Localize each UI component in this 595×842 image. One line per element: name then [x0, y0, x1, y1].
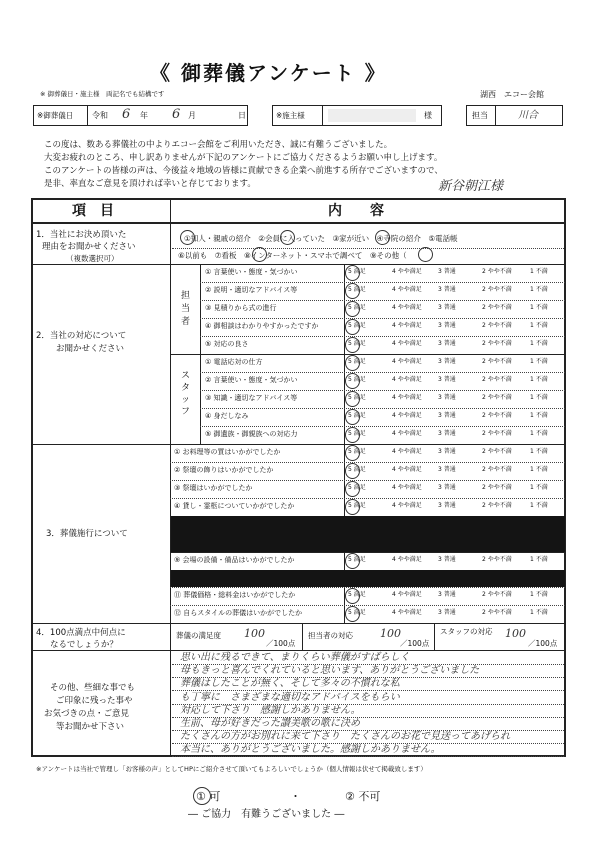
- scale-option: 2 やや不満: [482, 286, 512, 293]
- date-day-unit: 日: [238, 111, 246, 120]
- scale-option: 4 やや満足: [392, 466, 422, 473]
- scale-answer-mark: [345, 499, 360, 515]
- scale-option: 4 やや満足: [392, 591, 422, 598]
- scale-option: 1 不満: [530, 556, 548, 563]
- scale-option: 2 やや不満: [482, 412, 512, 419]
- row-divider: [200, 372, 565, 373]
- scale-answer-mark: [345, 553, 360, 569]
- q2-row-label: ④ 身だしなみ: [205, 412, 249, 420]
- selected-option-mark: [193, 787, 211, 805]
- scale-answer-mark: [345, 588, 360, 604]
- scale-option: 4 やや満足: [392, 556, 422, 563]
- scale-answer-mark: [345, 606, 360, 622]
- scale-option: 2 やや不満: [482, 376, 512, 383]
- row-divider: [170, 462, 565, 463]
- scale-option: 5 満足: [348, 412, 366, 419]
- scale-option: 3 普通: [438, 304, 456, 311]
- scale-option: 5 満足: [348, 304, 366, 311]
- scale-option: 1 不満: [530, 340, 548, 347]
- row-divider: [200, 300, 565, 301]
- scale-option: 1 不満: [530, 286, 548, 293]
- scale-option: 1 不満: [530, 502, 548, 509]
- scale-option: 3 普通: [438, 412, 456, 419]
- q4-f2-unit: ／100点: [400, 639, 430, 648]
- scale-option: 4 やや満足: [392, 304, 422, 311]
- comment-line-text: たくさんの方がお別れに来て下さり たくさんのお花で見送ってあげられ: [180, 731, 510, 743]
- q2-label-1: 2．当社の対応について: [36, 331, 127, 341]
- scale-option: 2 やや不満: [482, 394, 512, 401]
- scale-option: 5 満足: [348, 268, 366, 275]
- scale-answer-mark: [345, 355, 360, 371]
- scale-answer-mark: [345, 265, 360, 281]
- scale-option: 4 やや満足: [392, 484, 422, 491]
- q3-row-label: ② 祭壇の飾りはいかがでしたか: [174, 466, 274, 474]
- q4-label-2: なるでしょうか？: [50, 640, 118, 650]
- row-divider: [170, 587, 565, 588]
- scale-option: 2 やや不満: [482, 556, 512, 563]
- q5-label-4: 等お聞かせ下さい: [56, 722, 125, 732]
- scale-option: 4 やや満足: [392, 376, 422, 383]
- comment-line-text: 思い出に残るできて、まりくらい葬儀がすばらしく: [180, 652, 410, 663]
- row-divider: [170, 498, 565, 499]
- q5-label-1: その他、些細な事でも: [50, 683, 136, 693]
- q2-row-label: ⑤ 御遺族・御親族への対応力: [205, 430, 298, 438]
- scale-option: 4 やや満足: [392, 430, 422, 437]
- client-suffix: 様: [424, 111, 432, 120]
- q3-row-label: ① お料理等の質はいかがでしたか: [174, 448, 281, 456]
- q1-options-2: ⑥以前も ⑦看板 ⑧インターネット・スマホで調べて ⑨その他（: [178, 251, 407, 260]
- q5-label-2: ご印象に残った事や: [56, 696, 133, 706]
- option-separator: ・: [290, 790, 301, 803]
- comment-line: [172, 756, 564, 757]
- q5-label-3: お気づきの点・ご意見: [44, 709, 130, 719]
- q2-group-staff: スタッフ: [181, 371, 191, 417]
- scale-option: 1 不満: [530, 430, 548, 437]
- row-divider: [200, 390, 565, 391]
- scale-option: 4 やや満足: [392, 412, 422, 419]
- q4-f2-value: 100: [380, 627, 401, 640]
- q2-row-label: ② 説明・適切なアドバイス等: [205, 286, 298, 294]
- header-item: 項 目: [72, 203, 114, 219]
- scale-option: 3 普通: [438, 394, 456, 401]
- scale-option: 2 やや不満: [482, 484, 512, 491]
- intro-line-3: このアンケートの皆様の声は、今後益々地域の皆様に貢献できる企業へ前進する所存でございますので、: [44, 166, 443, 176]
- row-divider: [170, 605, 565, 606]
- scale-option: 4 やや満足: [392, 609, 422, 616]
- q3-row-label: ⑪ 葬儀価格・総料金はいかがでしたか: [174, 591, 296, 599]
- scale-option: 5 満足: [348, 448, 366, 455]
- option-yes: ① 可: [196, 790, 221, 803]
- scale-option: 2 やや不満: [482, 591, 512, 598]
- date-year-unit: 年: [140, 111, 148, 120]
- scale-option: 4 やや満足: [392, 394, 422, 401]
- scale-option: 1 不満: [530, 376, 548, 383]
- q4-f3-value: 100: [505, 627, 526, 640]
- staff-label: 担当: [472, 111, 488, 120]
- scale-option: 2 やや不満: [482, 609, 512, 616]
- q2-row-label: ⑤ 対応の良さ: [205, 340, 249, 348]
- scale-option: 4 やや満足: [392, 322, 422, 329]
- company-name: 湖西 エコー会館: [480, 90, 544, 99]
- scale-option: 5 満足: [348, 394, 366, 401]
- date-month-unit: 月: [188, 111, 196, 120]
- q4-f2-label: 担当者の対応: [308, 631, 353, 640]
- date-era: 令和: [92, 111, 108, 120]
- staff-name: 川合: [518, 110, 538, 121]
- scale-option: 1 不満: [530, 322, 548, 329]
- q1-label-3: （複数選択可）: [66, 254, 119, 263]
- client-label: ※施主様: [276, 111, 305, 120]
- scale-option: 5 満足: [348, 286, 366, 293]
- comment-line-text: 生前、母が好きだった讃美歌の歌に決め: [180, 718, 360, 729]
- scale-option: 3 普通: [438, 286, 456, 293]
- date-month: 6: [172, 107, 181, 122]
- scale-answer-mark: [345, 319, 360, 335]
- scale-option: 1 不満: [530, 412, 548, 419]
- q1-options-1: ①知人・親戚の紹介 ②会員に入っていた ③家が近い ④寺院の紹介 ⑤電話帳: [184, 234, 458, 243]
- q2-row-label: ② 言葉使い・態度・気づかい: [205, 376, 298, 384]
- row-divider: [200, 408, 565, 409]
- q2-row-label: ③ 知識・適切なアドバイス等: [205, 394, 298, 402]
- comment-line-text: 本当に、ありがとうございました。感謝しかありません。: [180, 744, 441, 756]
- comment-line-text: も丁寧に さまざまな適切なアドバイスをもらい: [180, 691, 400, 703]
- scale-option: 2 やや不満: [482, 448, 512, 455]
- q2-group-tantou: 担当者: [181, 291, 191, 327]
- scale-answer-mark: [345, 409, 360, 425]
- comment-line-text: 対応して下さり 感謝しかありません。: [180, 704, 361, 716]
- q1-label-1: 1．当社にお決め頂いた: [36, 230, 127, 240]
- row-divider: [170, 480, 565, 481]
- scale-option: 3 普通: [438, 376, 456, 383]
- scale-option: 3 普通: [438, 609, 456, 616]
- scale-option: 3 普通: [438, 502, 456, 509]
- q4-f3-unit: ／100点: [528, 639, 558, 648]
- scale-option: 4 やや満足: [392, 502, 422, 509]
- scale-option: 5 満足: [348, 430, 366, 437]
- q4-f1-unit: ／100点: [266, 639, 296, 648]
- scale-option: 3 普通: [438, 591, 456, 598]
- q2-row-label: ① 電話応対の仕方: [205, 358, 263, 366]
- q4-f1-label: 葬儀の満足度: [176, 631, 221, 640]
- scale-option: 1 不満: [530, 609, 548, 616]
- scale-option: 1 不満: [530, 268, 548, 275]
- q3-row-label: ⑨ 会場の設備・備品はいかがでしたか: [174, 556, 295, 564]
- scale-answer-mark: [345, 463, 360, 479]
- q1-answer-mark-1: [180, 230, 195, 245]
- scale-option: 1 不満: [530, 394, 548, 401]
- scale-option: 5 満足: [348, 591, 366, 598]
- scale-option: 3 普通: [438, 322, 456, 329]
- q2-row-label: ③ 見積りから式の進行: [205, 304, 277, 312]
- intro-line-2: 大変お疲れのところ、申し訳ありませんが下記のアンケートにご協力くださるようお願い申し上げます。: [44, 153, 443, 163]
- scale-answer-mark: [345, 373, 360, 389]
- q1-label-2: 理由をお聞かせください: [42, 242, 136, 252]
- scale-answer-mark: [345, 301, 360, 317]
- q1-answer-mark-9: [418, 247, 433, 262]
- scale-option: 3 普通: [438, 556, 456, 563]
- date-label: ※御葬儀日: [37, 111, 74, 120]
- comment-line-text: 葬儀はしたことが無く、そして多々の不慣れな私: [180, 678, 400, 690]
- q4-f3-label: スタッフの対応: [440, 627, 493, 636]
- scale-option: 5 満足: [348, 340, 366, 347]
- scale-answer-mark: [345, 283, 360, 299]
- q3-row-label: ④ 貸し・霊柩についていかがでしたか: [174, 502, 295, 510]
- scale-option: 4 やや満足: [392, 268, 422, 275]
- scale-option: 1 不満: [530, 591, 548, 598]
- scale-option: 1 不満: [530, 466, 548, 473]
- row-divider: [200, 282, 565, 283]
- thanks-text: ― ご協力 有難うございました ―: [188, 809, 345, 820]
- scale-option: 3 普通: [438, 358, 456, 365]
- scale-answer-mark: [345, 391, 360, 407]
- q1-answer-mark-3: [375, 230, 390, 245]
- scale-option: 1 不満: [530, 484, 548, 491]
- date-year: 6: [122, 107, 131, 122]
- footer-note: ※アンケートは当社で管理し「お客様の声」としてHPにご紹介させて頂いてもよろしいでしょうか（個人情報は伏せて掲載致します）: [36, 765, 427, 773]
- scale-option: 2 やや不満: [482, 466, 512, 473]
- q3-row-label: ③ 祭壇はいかがでしたか: [174, 484, 253, 492]
- scale-option: 4 やや満足: [392, 358, 422, 365]
- scale-answer-mark: [345, 427, 360, 443]
- scale-option: 5 満足: [348, 556, 366, 563]
- redacted-band-2: [171, 570, 565, 587]
- scale-option: 5 満足: [348, 466, 366, 473]
- scale-option: 3 普通: [438, 448, 456, 455]
- scale-option: 1 不満: [530, 448, 548, 455]
- q3-row-label: ⑫ 自らスタイルの葬儀はいかがでしたか: [174, 609, 303, 617]
- scale-answer-mark: [345, 445, 360, 461]
- scale-option: 3 普通: [438, 466, 456, 473]
- scale-option: 5 満足: [348, 322, 366, 329]
- scale-option: 3 普通: [438, 268, 456, 275]
- scale-option: 2 やや不満: [482, 304, 512, 311]
- scale-option: 4 やや満足: [392, 448, 422, 455]
- q3-label: 3．葬儀施行について: [46, 529, 128, 539]
- scale-option: 2 やや不満: [482, 340, 512, 347]
- row-divider: [200, 336, 565, 337]
- top-note: ※ 御葬儀日・施主様 両記名でも結構です: [40, 90, 165, 98]
- scale-option: 5 満足: [348, 376, 366, 383]
- scale-option: 5 満足: [348, 358, 366, 365]
- client-name-redacted: [328, 109, 416, 122]
- intro-line-1: この度は、数ある葬儀社の中よりエコー会館をご利用いただき、誠に有難うございました。: [44, 140, 393, 150]
- row-divider: [200, 318, 565, 319]
- scale-option: 2 やや不満: [482, 358, 512, 365]
- scale-option: 5 満足: [348, 502, 366, 509]
- scale-option: 4 やや満足: [392, 340, 422, 347]
- q4-label-1: 4．100点満点中何点に: [36, 628, 126, 638]
- handwritten-signature: 新谷朝江様: [438, 179, 504, 194]
- scale-option: 5 満足: [348, 609, 366, 616]
- scale-answer-mark: [345, 337, 360, 353]
- q2-label-2: お聞かせください: [56, 344, 125, 354]
- scale-option: 1 不満: [530, 304, 548, 311]
- page-title: 《 御葬儀アンケート 》: [150, 61, 387, 85]
- scale-option: 2 やや不満: [482, 502, 512, 509]
- q2-row-label: ① 言葉使い・態度・気づかい: [205, 268, 298, 276]
- redacted-band-1: [171, 516, 565, 552]
- q4-f1-value: 100: [244, 627, 265, 640]
- option-no: ② 不可: [345, 790, 381, 803]
- scale-option: 1 不満: [530, 358, 548, 365]
- intro-line-4: 是非、率直なご意見を頂ければ幸いと存じております。: [44, 179, 256, 189]
- row-divider: [200, 426, 565, 427]
- scale-option: 2 やや不満: [482, 322, 512, 329]
- scale-option: 3 普通: [438, 484, 456, 491]
- q2-row-label: ④ 御相談はわかりやすかったですか: [205, 322, 319, 330]
- q1-answer-mark-2: [280, 230, 295, 245]
- scale-option: 3 普通: [438, 340, 456, 347]
- scale-option: 3 普通: [438, 430, 456, 437]
- q1-answer-mark-8: [252, 247, 267, 262]
- scale-option: 2 やや不満: [482, 268, 512, 275]
- scale-option: 2 やや不満: [482, 430, 512, 437]
- scale-answer-mark: [345, 481, 360, 497]
- header-content: 内 容: [328, 203, 384, 219]
- scale-option: 4 やや満足: [392, 286, 422, 293]
- scale-option: 5 満足: [348, 484, 366, 491]
- comment-line-text: 母もきっと喜んでくれていると思います、ありがとうございました: [180, 665, 480, 677]
